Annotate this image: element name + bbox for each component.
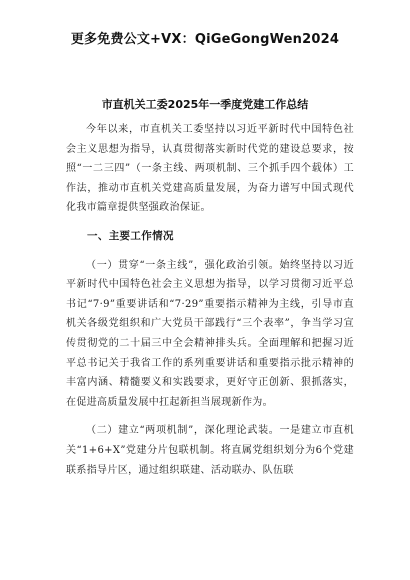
- document-title: 市直机关工委2025年一季度党建工作总结: [101, 98, 309, 111]
- paragraph-gap: [66, 218, 354, 227]
- paragraph-gap: [66, 412, 354, 421]
- section-heading: 一、主要工作情况: [87, 229, 174, 242]
- paragraph-item-2: （二）建立“两项机制”，深化理论武装。一是建立市直机关“1+6+X”党建分片包联机制。将直属党组织划分为6个党建联系指导片区，通过组织联建、活动联办、队伍联: [66, 425, 354, 476]
- paragraph-item-1: （一）贯穿“一条主线”，强化政治引领。始终坚持以习近平新时代中国特色社会主义思想为指导，以学习贯彻习近平总书记“7·9”重要讲话和“7·29”重要指示精神为主线，引导市直机关各级党组织和广大党员干部践行“三个表率”，争当学习宣传贯彻党的二十届三中全会精神排头兵。全面理解和把握习近平总书记关于我省工作的系列重要讲话和重要指示批示精神的丰富内涵、精髓要义和实践要求，更好守正创新、狠抓落实，在促进高质量发展中扛起新担当展现新作为。: [66, 259, 354, 408]
- document-body: [66, 120, 354, 480]
- paragraph-gap: [66, 247, 354, 256]
- intro-paragraph: 今年以来，市直机关工委坚持以习近平新时代中国特色社会主义思想为指导，认真贯彻落实新时代党的建设总要求，按照“一二三四”（一条主线、两项机制、三个抓手四个载体）工作法，推动市直机关党建高质量发展，为奋力谱写中国式现代化我市篇章提供坚强政治保证。: [66, 124, 354, 214]
- promo-header: 更多免费公文+VX：QiGeGongWen2024: [70, 32, 340, 47]
